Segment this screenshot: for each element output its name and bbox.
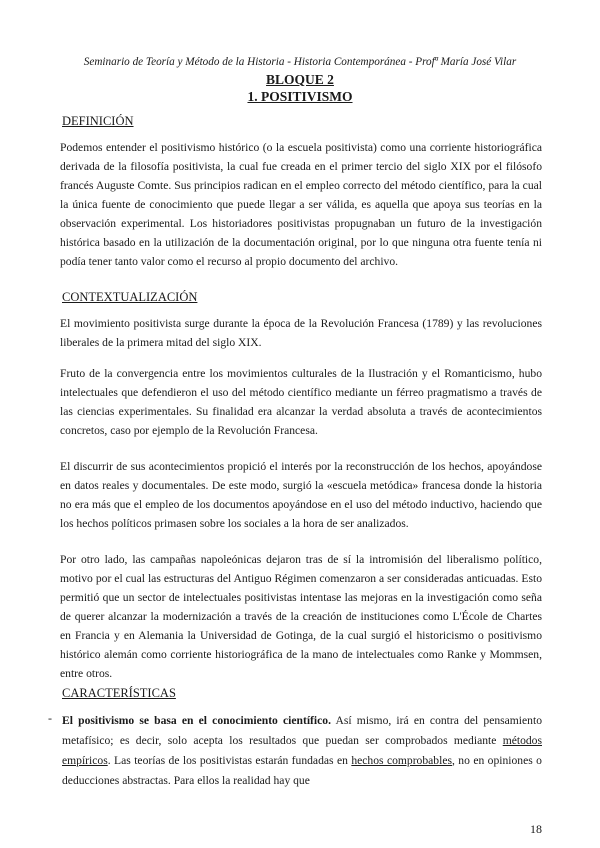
bullet-text-1: Así mismo, irá en contra del pensamiento metafísico; es decir, solo acepta los resultados que puedan ser comprobados mediante [62, 714, 542, 747]
paragraph-context-1: El movimiento positivista surge durante la época de la Revolución Francesa (1789) y las revoluciones liberales de la primera mitad del siglo XIX. [60, 317, 542, 349]
seminar-header: Seminario de Teoría y Método de la Historia - Historia Contemporánea - Profª María José Vilar [83, 56, 517, 68]
paragraph-definicion: Podemos entender el positivismo histórico (o la escuela positivista) como una corriente historiográfica derivada de la filosofía positivista, la cual fue creada en el primer tercio del siglo XIX por el filósofo francés Auguste Comte. Sus principios radican en el empleo correcto del método científico, para la cual la única fuente de conocimiento que puede llegar a ser válida, es aquella que apoya sus teorías en la observación experimental. Los historiadores positivistas propugnaban un futuro de la investigación histórica basado en la utilización de la documentación original, por lo que ninguna otra fuente tenía ni podía tener tanto valor como el recurso al propio documento del archivo. [60, 141, 542, 268]
heading-contextualizacion: CONTEXTUALIZACIÓN [62, 290, 198, 304]
page-title: 1. POSITIVISMO [247, 89, 353, 104]
bullet-underlined-2: hechos comprobables [351, 754, 452, 767]
bloque-label: BLOQUE 2 [266, 72, 334, 87]
bullet-text-3: , no en opiniones o deducciones abstractas. Para ellos la realidad hay que [62, 754, 542, 787]
paragraph-context-3: El discurrir de sus acontecimientos propició el interés por la reconstrucción de los hechos, apoyándose en datos reales y documentales. De este modo, surgió la «escuela metódica» francesa donde la historia no era más que el empleo de los documentos apoyándose en el uso del método inductivo, haciendo que los hechos políticos primasen sobre los sociales a la hora de ser analizados. [60, 460, 542, 530]
heading-definicion: DEFINICIÓN [62, 114, 134, 128]
heading-caracteristicas: CARACTERÍSTICAS [62, 686, 176, 700]
bullet-item [62, 711, 542, 791]
paragraph-context-2: Fruto de la convergencia entre los movimientos culturales de la Ilustración y el Romanticismo, hubo intelectuales que defendieron el uso del método científico mediante un férreo pragmatismo a través de las ciencias experimentales. Su finalidad era alcanzar la verdad absoluta a través de acontecimientos concretos, caso por ejemplo de la Revolución Francesa. [60, 367, 542, 437]
paragraph-context-4: Por otro lado, las campañas napoleónicas dejaron tras de sí la intromisión del liberalismo político, motivo por el cual las estructuras del Antiguo Régimen comenzaron a ser consideradas anticuadas. Esto permitió que un sector de intelectuales positivistas intentase las mejoras en la investigación como seña de querer alcanzar la modernización a través de la creación de instituciones como L'École de Chartes en Francia y en Alemania la Universidad de Gotinga, de la cual surgió el historicismo o positivismo histórico alemán como corriente historiográfica de la mano de intelectuales como Ranke y Mommsen, entre otros. [60, 553, 542, 680]
bullet-underlined-1: métodos empíricos [62, 734, 542, 767]
bullet-text-2: . Las teorías de los positivistas estarán fundadas en [107, 754, 352, 767]
page-number: 18 [530, 822, 542, 836]
bullet-dash: - [48, 711, 52, 725]
bullet-bold-text: El positivismo se basa en el conocimiento científico. [62, 714, 331, 727]
